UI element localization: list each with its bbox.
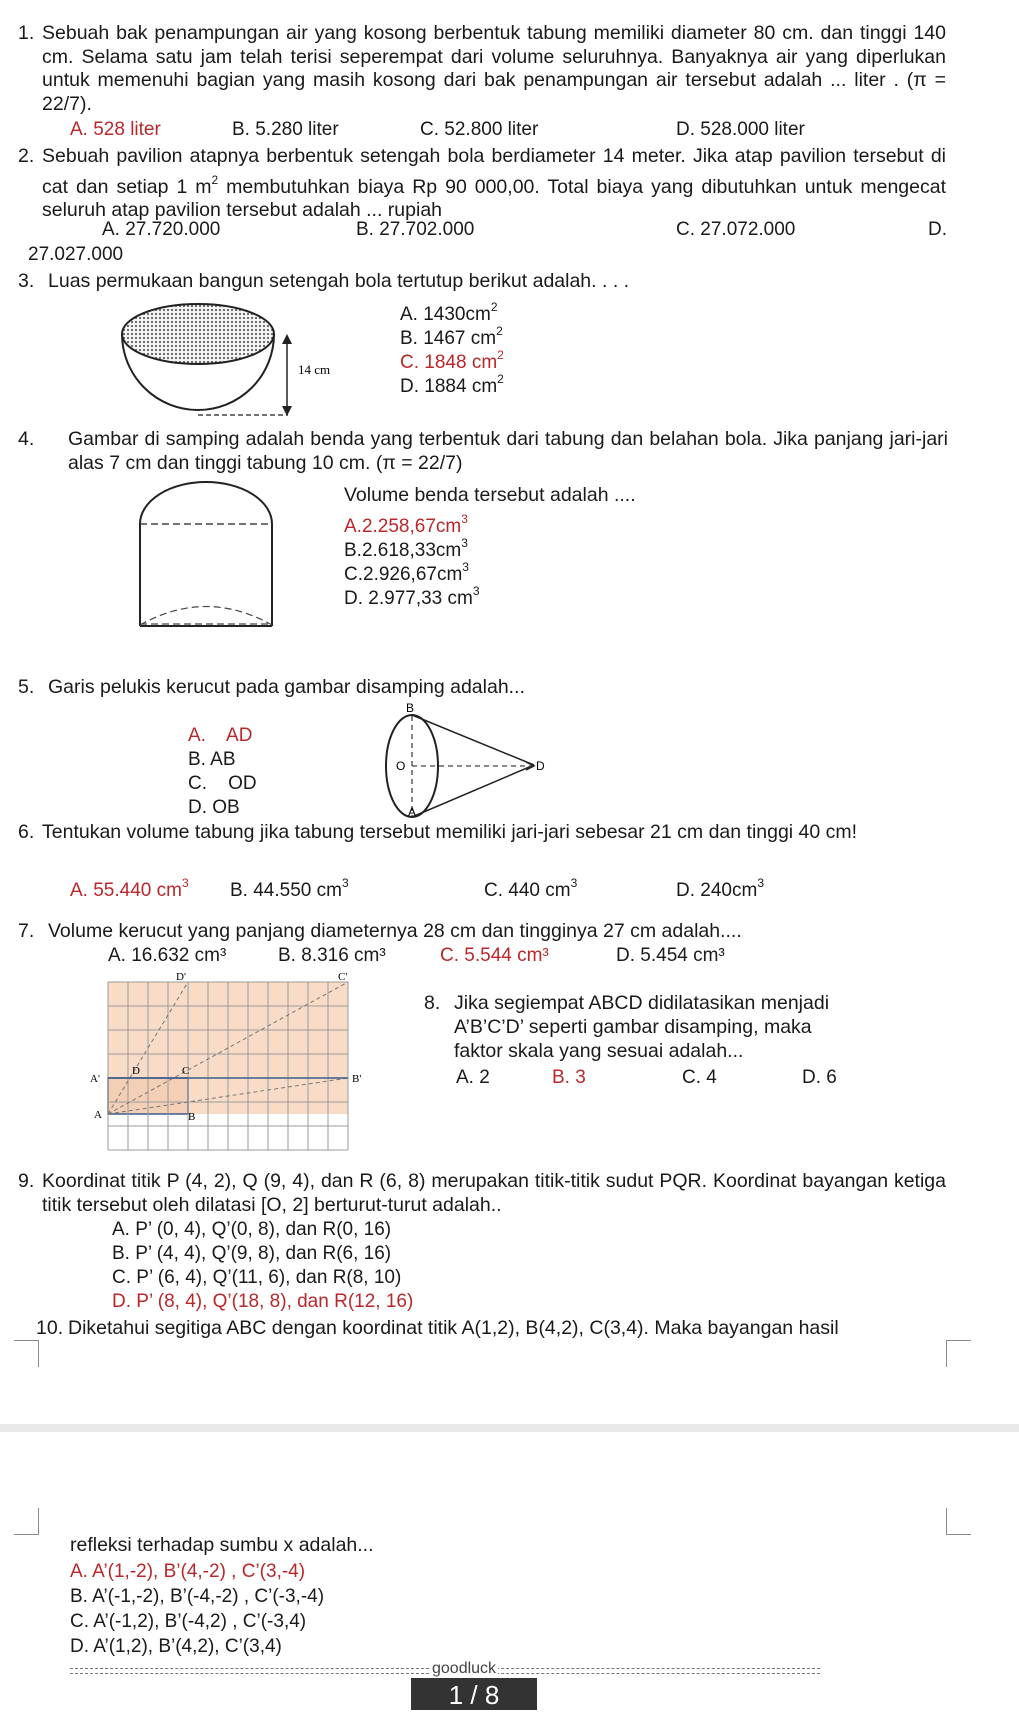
q4-option-d: D. 2.977,33 $cm^3$ xyxy=(344,584,480,609)
q4-prompt: Volume benda tersebut adalah .... xyxy=(344,484,636,506)
q3-option-d: D. 1884 $cm^2$ xyxy=(400,372,504,397)
q7-option-b: B. 8.316 cm³ xyxy=(278,945,386,966)
q4-option-a: $A.2.258,67cm^3$ xyxy=(344,512,468,537)
q4-text: Gambar di samping adalah benda yang terbentuk dari tabung dan belahan bola. Jika panjang jari-jari alas 7 cm dan tinggi tabung 10 cm. (π = 22/7) xyxy=(68,428,948,474)
q7-number: 7. xyxy=(18,920,35,942)
q8-option-a: A. 2 xyxy=(456,1067,490,1088)
q7-text: Volume kerucut yang panjang diameternya 28 cm dan tingginya 27 cm adalah.... xyxy=(48,920,742,942)
q5-option-a: A. AD xyxy=(188,725,253,746)
grid-label-dp: D' xyxy=(176,971,186,983)
dilation-grid-figure xyxy=(84,970,360,1162)
q8-option-d: D. 6 xyxy=(802,1067,837,1088)
q4-number: 4. xyxy=(18,428,35,450)
q2-option-d-value: 27.027.000 xyxy=(28,244,124,265)
page-divider xyxy=(0,1424,1019,1432)
q6-option-c: C. 440 $cm^3$ xyxy=(484,876,578,901)
q8-line-2: A’B’C’D’ seperti gambar disamping, maka xyxy=(454,1016,812,1038)
q6-option-b: B. 44.550 $cm^3$ xyxy=(230,876,349,901)
page-corner-mark xyxy=(14,1340,39,1367)
q9-option-d: D. P’ (8, 4), Q’(18, 8), dan R(12, 16) xyxy=(112,1291,414,1312)
q5-number: 5. xyxy=(18,676,35,698)
q10-number: 10. xyxy=(36,1317,64,1339)
q9-option-a: A. P’ (0, 4), Q’(0, 8), dan R(0, 16) xyxy=(112,1219,392,1240)
q9-option-b: B. P’ (4, 4), Q’(9, 8), dan R(6, 16) xyxy=(112,1243,392,1264)
q1-text: Sebuah bak penampungan air yang kosong berbentuk tabung memiliki diameter 80 cm. dan tinggi 140 cm. Selama satu jam telah terisi seperempat dari volume seluruhnya. Banyaknya air yang diperlukan untuk memenuhi bagian yang masih kosong dari bak penampungan air tersebut adalah ... liter . (π = 22/7). xyxy=(42,22,946,115)
q9-option-c: C. P’ (6, 4), Q’(11, 6), dan R(8, 10) xyxy=(112,1267,402,1288)
q10-option-c: C. A’(-1,2), B’(-4,2) , C’(-3,4) xyxy=(70,1611,307,1632)
grid-label-bp: B' xyxy=(352,1073,362,1085)
q7-option-c: C. 5.544 cm³ xyxy=(440,945,549,966)
grid-label-ap: A' xyxy=(90,1073,100,1085)
q7-option-a: A. 16.632 cm³ xyxy=(108,945,227,966)
hemisphere-label: 14 cm xyxy=(298,362,331,377)
q3-option-a: A. $1430cm^2$ xyxy=(400,300,498,325)
cone-label-d: D xyxy=(536,759,545,773)
grid-label-c: C xyxy=(182,1065,190,1077)
page-corner-mark xyxy=(946,1508,971,1535)
grid-label-b: B xyxy=(188,1111,196,1123)
q6-number: 6. xyxy=(18,821,35,843)
q5-option-d: D. OB xyxy=(188,797,240,818)
q8-number: 8. xyxy=(424,992,441,1014)
q2-number: 2. xyxy=(18,145,35,167)
q1-option-c: C. 52.800 liter xyxy=(420,119,539,140)
q8-line-1: Jika segiempat ABCD didilatasikan menjadi xyxy=(454,992,830,1014)
cone-label-o: O xyxy=(396,759,406,773)
q7-option-d: D. 5.454 cm³ xyxy=(616,945,725,966)
q3-text: Luas permukaan bangun setengah bola tertutup berikut adalah. . . . xyxy=(48,270,630,292)
q2-option-c: C. 27.072.000 xyxy=(676,219,796,240)
q9-text: Koordinat titik P (4, 2), Q (9, 4), dan R (6, 8) merupakan titik-titik sudut PQR. Koordinat bayangan ketiga titik tersebut oleh dilatasi [O, 2] berturut-turut adalah.. xyxy=(42,1170,946,1216)
q2-option-a: A. 27.720.000 xyxy=(102,219,221,240)
q10-option-a: A. A’(1,-2), B’(4,-2) , C’(3,-4) xyxy=(70,1561,306,1582)
grid-label-d: D xyxy=(132,1065,140,1077)
grid-label-cp: C' xyxy=(338,971,348,983)
q8-option-c: C. 4 xyxy=(682,1067,717,1088)
q10-option-d: D. A’(1,2), B’(4,2), C’(3,4) xyxy=(70,1636,282,1657)
footer-watermark: goodluck xyxy=(432,1660,497,1677)
cone-label-a: A xyxy=(408,805,417,819)
page-corner-mark xyxy=(946,1340,971,1367)
page-indicator[interactable]: 1 / 8 xyxy=(411,1678,537,1710)
page-corner-mark xyxy=(14,1508,39,1535)
q1-option-a: A. 528 liter xyxy=(70,119,161,140)
hemisphere-figure xyxy=(118,300,354,420)
q2-option-d: D. xyxy=(928,219,947,240)
q10-text: Diketahui segitiga ABC dengan koordinat titik A(1,2), B(4,2), C(3,4). Maka bayangan hasil xyxy=(68,1317,839,1339)
cone-figure xyxy=(384,700,564,828)
q10-option-b: B. A’(-1,-2), B’(-4,-2) , C’(-3,-4) xyxy=(70,1586,325,1607)
q4-option-b: $B.2.618,33cm^3$ xyxy=(344,536,468,561)
q5-option-c: C. OD xyxy=(188,773,257,794)
q6-text: Tentukan volume tabung jika tabung tersebut memiliki jari-jari sebesar 21 cm dan tinggi 40 cm! xyxy=(42,821,858,843)
q6-option-a: A. 55.440 $cm^3$ xyxy=(70,876,189,901)
cone-label-b: B xyxy=(406,701,415,715)
q2-option-b: B. 27.702.000 xyxy=(356,219,475,240)
q4-option-c: $C.2.926,67cm^3$ xyxy=(344,560,469,585)
q10-text-continued: refleksi terhadap sumbu x adalah... xyxy=(70,1534,374,1556)
grid-label-a: A xyxy=(94,1109,102,1121)
q2-text: Sebuah pavilion atapnya berbentuk setengah bola berdiameter 14 meter. Jika atap pavilion tersebut di cat dan setiap 1 $m^2$ membutuhkan biaya Rp 90 000,00. Total biaya yang dibutuhkan untuk mengecat seluruh atap pavilion tersebut adalah ... rupiah xyxy=(42,145,947,221)
q8-option-b: B. 3 xyxy=(552,1067,586,1088)
q1-number: 1. xyxy=(18,22,35,44)
q3-option-b: B. 1467 $cm^2$ xyxy=(400,324,503,349)
q1-option-b: B. 5.280 liter xyxy=(232,119,339,140)
q3-number: 3. xyxy=(18,270,35,292)
q6-option-d: D. $240cm^3$ xyxy=(676,876,764,901)
q3-option-c: C. 1848 $cm^2$ xyxy=(400,348,504,373)
q9-number: 9. xyxy=(18,1170,35,1192)
q5-option-b: B. AB xyxy=(188,749,236,770)
q1-option-d: D. 528.000 liter xyxy=(676,119,805,140)
q5-text: Garis pelukis kerucut pada gambar disamping adalah... xyxy=(48,676,525,698)
cylinder-hemisphere-figure xyxy=(132,484,280,644)
q8-line-3: faktor skala yang sesuai adalah... xyxy=(454,1040,744,1062)
